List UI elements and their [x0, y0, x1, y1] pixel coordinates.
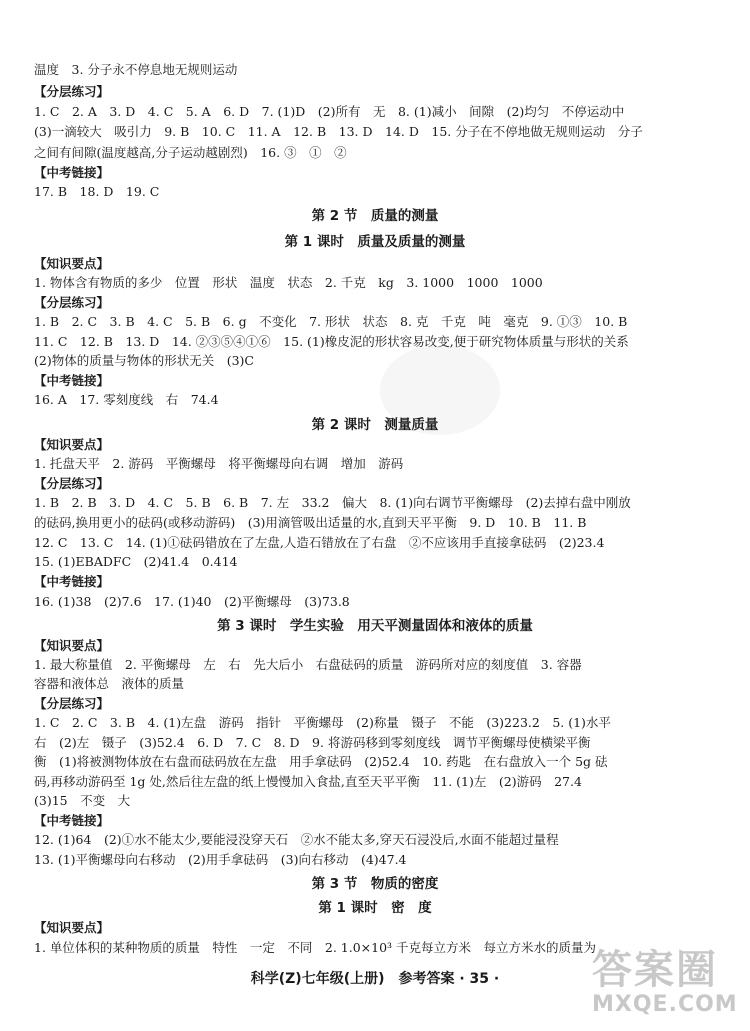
answer-line: 1. B 2. C 3. B 4. C 5. B 6. g 不变化 7. 形状 状态 8. 克 千克 吨 毫克 9. ①③ 10. B: [34, 314, 628, 329]
section-tag: 【分层练习】: [34, 295, 110, 310]
answer-line: 1. B 2. B 3. D 4. C 5. B 6. B 7. 左 33.2 偏大 8. (1)向右调节平衡螺母 (2)去掉右盘中刚放: [34, 495, 631, 510]
page-footer: 科学(Z)七年级(上册) 参考答案 · 35 ·: [250, 971, 500, 987]
section-tag: 【分层练习】: [34, 84, 110, 99]
answer-line: 17. B 18. D 19. C: [34, 184, 160, 199]
lesson-heading: 第 3 课时 学生实验 用天平测量固体和液体的质量: [217, 618, 533, 634]
answer-line: 右 (2)左 镊子 (3)52.4 6. D 7. C 8. D 9. 将游码移到零刻度线 调节平衡螺母使横梁平衡: [34, 735, 591, 750]
section-tag: 【知识要点】: [34, 920, 110, 935]
lesson-heading: 第 1 课时 密 度: [318, 900, 432, 916]
answer-line: 13. (1)平衡螺母向右移动 (2)用手拿砝码 (3)向右移动 (4)47.4: [34, 852, 407, 867]
answer-line: 温度 3. 分子永不停息地无规则运动: [34, 62, 238, 77]
answer-line: (3)15 不变 大: [34, 793, 131, 808]
answer-line: 的砝码,换用更小的砝码(或移动游码) (3)用滴管吸出适量的水,直到天平平衡 9. D 10. B 11. B: [34, 515, 587, 530]
answer-line: 1. 单位体积的某种物质的质量 特性 一定 不同 2. 1.0×10³ 千克每立方米 每立方米水的质量为: [34, 940, 597, 955]
answer-line: 1. 物体含有物质的多少 位置 形状 温度 状态 2. 千克 kg 3. 1000 1000 1000: [34, 275, 543, 290]
answer-line: 码,再移动游码至 1g 处,然后往左盘的纸上慢慢加入食盐,直至天平平衡 11. (1)左 (2)游码 27.4: [34, 774, 582, 789]
answer-line: 16. A 17. 零刻度线 右 74.4: [34, 392, 219, 407]
answer-line: 之间有间隙(温度越高,分子运动越剧烈) 16. ③ ① ②: [34, 145, 347, 160]
answer-line: 11. C 12. B 13. D 14. ②③⑤④①⑥ 15. (1)橡皮泥的形状容易改变,便于研究物体质量与形状的关系: [34, 334, 629, 349]
watermark-url: MXQE.COM: [592, 992, 738, 1017]
section-heading: 第 3 节 物质的密度: [311, 876, 439, 892]
section-tag: 【知识要点】: [34, 437, 110, 452]
watermark-logo-text: 答案圈: [592, 947, 718, 993]
answer-line: 1. 托盘天平 2. 游码 平衡螺母 将平衡螺母向右调 增加 游码: [34, 456, 404, 471]
section-tag: 【中考链接】: [34, 813, 110, 828]
answer-line: 1. 最大称量值 2. 平衡螺母 左 右 先大后小 右盘砝码的质量 游码所对应的刻度值 3. 容器: [34, 657, 582, 672]
section-heading: 第 2 节 质量的测量: [311, 208, 439, 224]
answer-line: 15. (1)EBADFC (2)41.4 0.414: [34, 554, 238, 569]
answer-line: 12. (1)64 (2)①水不能太少,要能浸没穿天石 ②水不能太多,穿天石浸没后,水面不能超过量程: [34, 832, 559, 847]
watermark-logo: [592, 948, 742, 1026]
answer-line: 1. C 2. C 3. B 4. (1)左盘 游码 指针 平衡螺母 (2)称量 镊子 不能 (3)223.2 5. (1)水平: [34, 715, 611, 730]
section-tag: 【分层练习】: [34, 476, 110, 491]
answer-line: 16. (1)38 (2)7.6 17. (1)40 (2)平衡螺母 (3)73.8: [34, 594, 350, 609]
lesson-heading: 第 2 课时 测量质量: [311, 417, 439, 433]
answer-line: (2)物体的质量与物体的形状无关 (3)C: [34, 353, 254, 368]
answer-line: (3)一滴较大 吸引力 9. B 10. C 11. A 12. B 13. D 14. D 15. 分子在不停地做无规则运动 分子: [34, 124, 643, 139]
answer-line: 1. C 2. A 3. D 4. C 5. A 6. D 7. (1)D (2)所有 无 8. (1)减小 间隙 (2)均匀 不停运动中: [34, 104, 625, 119]
section-tag: 【中考链接】: [34, 373, 110, 388]
answer-line: 衡 (1)将被测物体放在右盘而砝码放在左盘 用手拿砝码 (2)52.4 10. 药匙 在右盘放入一个 5g 砝: [34, 754, 608, 769]
section-tag: 【中考链接】: [34, 574, 110, 589]
answer-line: 12. C 13. C 14. (1)①砝码错放在了左盘,人造石错放在了右盘 ②不应该用手直接拿砝码 (2)23.4: [34, 535, 605, 550]
section-tag: 【知识要点】: [34, 638, 110, 653]
section-tag: 【知识要点】: [34, 256, 110, 271]
section-tag: 【分层练习】: [34, 696, 110, 711]
section-tag: 【中考链接】: [34, 165, 110, 180]
lesson-heading: 第 1 课时 质量及质量的测量: [284, 234, 466, 250]
answer-line: 容器和液体总 液体的质量: [34, 676, 185, 691]
